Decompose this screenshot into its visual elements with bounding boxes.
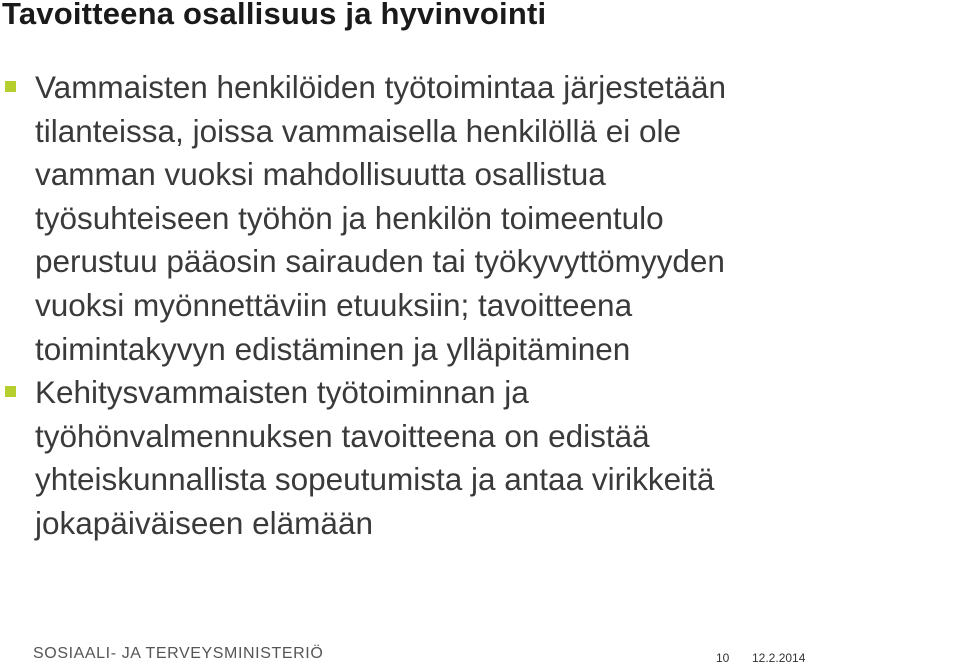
bullet-list bbox=[0, 66, 960, 546]
bullet-item bbox=[0, 371, 855, 545]
page-number: 10 bbox=[716, 651, 730, 665]
bullet-line: Vammaisten henkilöiden työtoimintaa järjestetään bbox=[35, 69, 727, 105]
bullet-line: yhteiskunnallista sopeutumista ja antaa virikkeitä bbox=[35, 461, 715, 498]
bullet-line: Kehitysvammaisten työtoiminnan ja bbox=[35, 374, 529, 411]
bullet-line: toimintakyvyn edistäminen ja ylläpitäminen bbox=[35, 330, 631, 367]
bullet-line: työhönvalmennuksen tavoitteena on edistää bbox=[35, 417, 650, 454]
square-bullet-icon bbox=[5, 81, 16, 92]
slide-date: 12.2.2014 bbox=[752, 651, 806, 665]
square-bullet-icon bbox=[5, 386, 16, 397]
bullet-item bbox=[0, 66, 855, 371]
bullet-line: vamman vuoksi mahdollisuutta osallistua bbox=[35, 156, 606, 193]
slide-title: Tavoitteena osallisuus ja hyvinvointi bbox=[2, 0, 547, 31]
ministry-logo-text: SOSIAALI- JA TERVEYSMINISTERIÖ bbox=[33, 645, 324, 662]
bullet-line: perustuu pääosin sairauden tai työkyvyttömyyden bbox=[35, 243, 725, 280]
bullet-line: vuoksi myönnettäviin etuuksiin; tavoitteena bbox=[35, 286, 633, 323]
bullet-line: tilanteissa, joissa vammaisella henkilöllä ei ole bbox=[35, 112, 682, 149]
bullet-line: työsuhteiseen työhön ja henkilön toimeentulo bbox=[35, 199, 664, 236]
bullet-line: jokapäiväiseen elämään bbox=[35, 504, 373, 541]
